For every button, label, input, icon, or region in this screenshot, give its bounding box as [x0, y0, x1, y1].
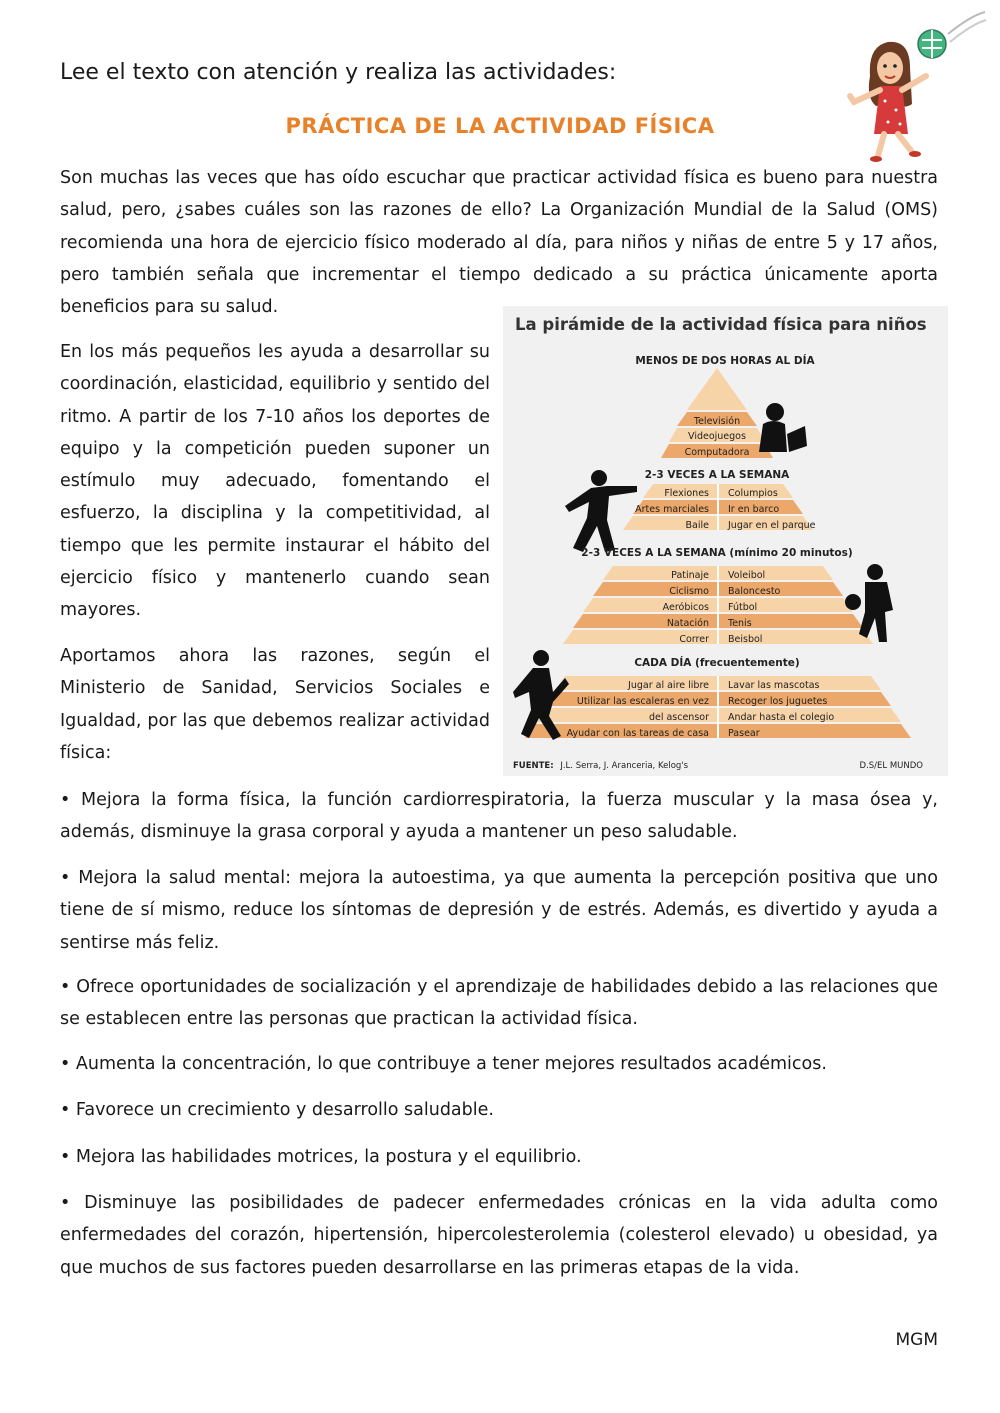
- pyramid-l4-right: Pasear: [728, 728, 760, 739]
- pyramid-l2-left: Artes marciales: [635, 504, 709, 515]
- pyramid-l2-right: Ir en barco: [728, 504, 780, 515]
- intro-paragraph: Son muchas las veces que has oído escuchar que practicar actividad física es bueno para nuestra salud, pero, ¿sabes cuáles son las razones de ello? La Organización Mundial de la Salud (OMS) recomienda una hora de ejercicio físico moderado al día, para niños y niñas de entre 5 y 17 años, pero también señala que incrementar el tiempo dedicado a su práctica únicamente aporta beneficios para su salud.: [60, 168, 938, 318]
- pyramid-source-label: FUENTE:: [513, 761, 554, 771]
- pyramid-l4-left: Ayudar con las tareas de casa: [566, 728, 709, 739]
- bullet-item: • Ofrece oportunidades de socialización y el aprendizaje de habilidades debido a las relaciones que se establecen entre las personas que practican la actividad física.: [60, 977, 938, 1030]
- pyramid-level3-header: 2-3 VECES A LA SEMANA (mínimo 20 minutos): [581, 547, 853, 559]
- pyramid-l2-right: Columpios: [728, 488, 778, 499]
- pyramid-l2-left: Flexiones: [664, 488, 709, 499]
- teacher-avatar-illustration: [830, 6, 990, 166]
- bullet-item: • Favorece un crecimiento y desarrollo saludable.: [60, 1100, 494, 1120]
- pyramid-source-text: J.L. Serra, J. Aranceria, Kelog's: [560, 761, 689, 771]
- pyramid-l3-left: Correr: [679, 634, 709, 645]
- author-signature: MGM: [895, 1330, 938, 1350]
- pyramid-l2-left: Baile: [685, 520, 709, 531]
- pyramid-l4-left: del ascensor: [648, 712, 709, 723]
- pyramid-level4-header: CADA DÍA (frecuentemente): [634, 657, 800, 669]
- pyramid-l3-left: Patinaje: [671, 570, 709, 581]
- instruction-text: Lee el texto con atención y realiza las actividades:: [60, 60, 617, 85]
- pyramid-l3-right: Voleibol: [728, 570, 766, 581]
- pyramid-title: La pirámide de la actividad física para niños: [515, 315, 927, 334]
- pyramid-l3-right: Fútbol: [728, 602, 758, 613]
- pyramid-l1-item: Videojuegos: [688, 431, 746, 442]
- pyramid-l1-item: Computadora: [684, 447, 750, 458]
- bullet-item: • Disminuye las posibilidades de padecer enfermedades crónicas en la vida adulta como enfermedades del corazón, hipertensión, hipercolesterolemia (colesterol elevado) u obesidad, ya que muchos de sus factores pueden desarrollarse en las primeras etapas de la vida.: [60, 1193, 938, 1278]
- pyramid-credit: D.S/EL MUNDO: [859, 761, 923, 771]
- second-paragraph: En los más pequeños les ayuda a desarrollar su coordinación, elasticidad, equilibrio y sentido del ritmo. A partir de los 7-10 años los deportes de equipo y la competición pueden suponer un estímulo muy adecuado, fomentando el esfuerzo, la disciplina y la competitividad, al tiempo que les permite instaurar el hábito del ejercicio físico y mantenerlo cuando sean mayores.: [60, 342, 490, 621]
- bullet-item: • Aumenta la concentración, lo que contribuye a tener mejores resultados académicos.: [60, 1054, 827, 1074]
- bullet-item: • Mejora la forma física, la función cardiorrespiratoria, la fuerza muscular y la masa ósea y, además, disminuye la grasa corporal y ayuda a mantener un peso saludable.: [60, 790, 938, 843]
- pyramid-level2-header: 2-3 VECES A LA SEMANA: [644, 469, 790, 481]
- pyramid-l4-left: Jugar al aire libre: [628, 680, 709, 691]
- pyramid-l2-right: Jugar en el parque: [728, 520, 816, 531]
- pyramid-l3-right: Beisbol: [728, 634, 763, 645]
- page-title: PRÁCTICA DE LA ACTIVIDAD FÍSICA: [285, 114, 715, 138]
- pyramid-l1-item: Televisión: [693, 416, 741, 427]
- pyramid-level1-header: MENOS DE DOS HORAS AL DÍA: [635, 355, 815, 367]
- pyramid-l3-left: Natación: [666, 618, 709, 629]
- third-paragraph: Aportamos ahora las razones, según el Ministerio de Sanidad, Servicios Sociales e Igualdad, por las que debemos realizar actividad física:: [60, 646, 490, 763]
- bullet-item: • Mejora las habilidades motrices, la postura y el equilibrio.: [60, 1147, 582, 1167]
- pyramid-l3-right: Tenis: [728, 618, 752, 629]
- pyramid-l3-left: Ciclismo: [669, 586, 709, 597]
- karate-kid-silhouette: [565, 470, 637, 552]
- pyramid-l4-right: Recoger los juguetes: [728, 696, 828, 707]
- pyramid-l3-left: Aeróbicos: [662, 602, 709, 613]
- bullet-item: • Mejora la salud mental: mejora la autoestima, ya que aumenta la percepción positiva que uno tiene de sí mismo, reduce los síntomas de depresión y de estrés. Además, es divertido y ayuda a sentirse más feliz.: [60, 868, 938, 953]
- activity-pyramid-figure: [503, 306, 948, 776]
- pyramid-l4-right: Andar hasta el colegio: [728, 712, 835, 723]
- pyramid-l3-right: Baloncesto: [728, 586, 781, 597]
- laptop-kid-silhouette: [759, 403, 807, 452]
- svg-text:FUENTE: J.L. Serra, J. A: [513, 761, 689, 771]
- pyramid-l4-right: Lavar las mascotas: [728, 680, 820, 691]
- pyramid-l4-left: Utilizar las escaleras en vez: [576, 696, 709, 707]
